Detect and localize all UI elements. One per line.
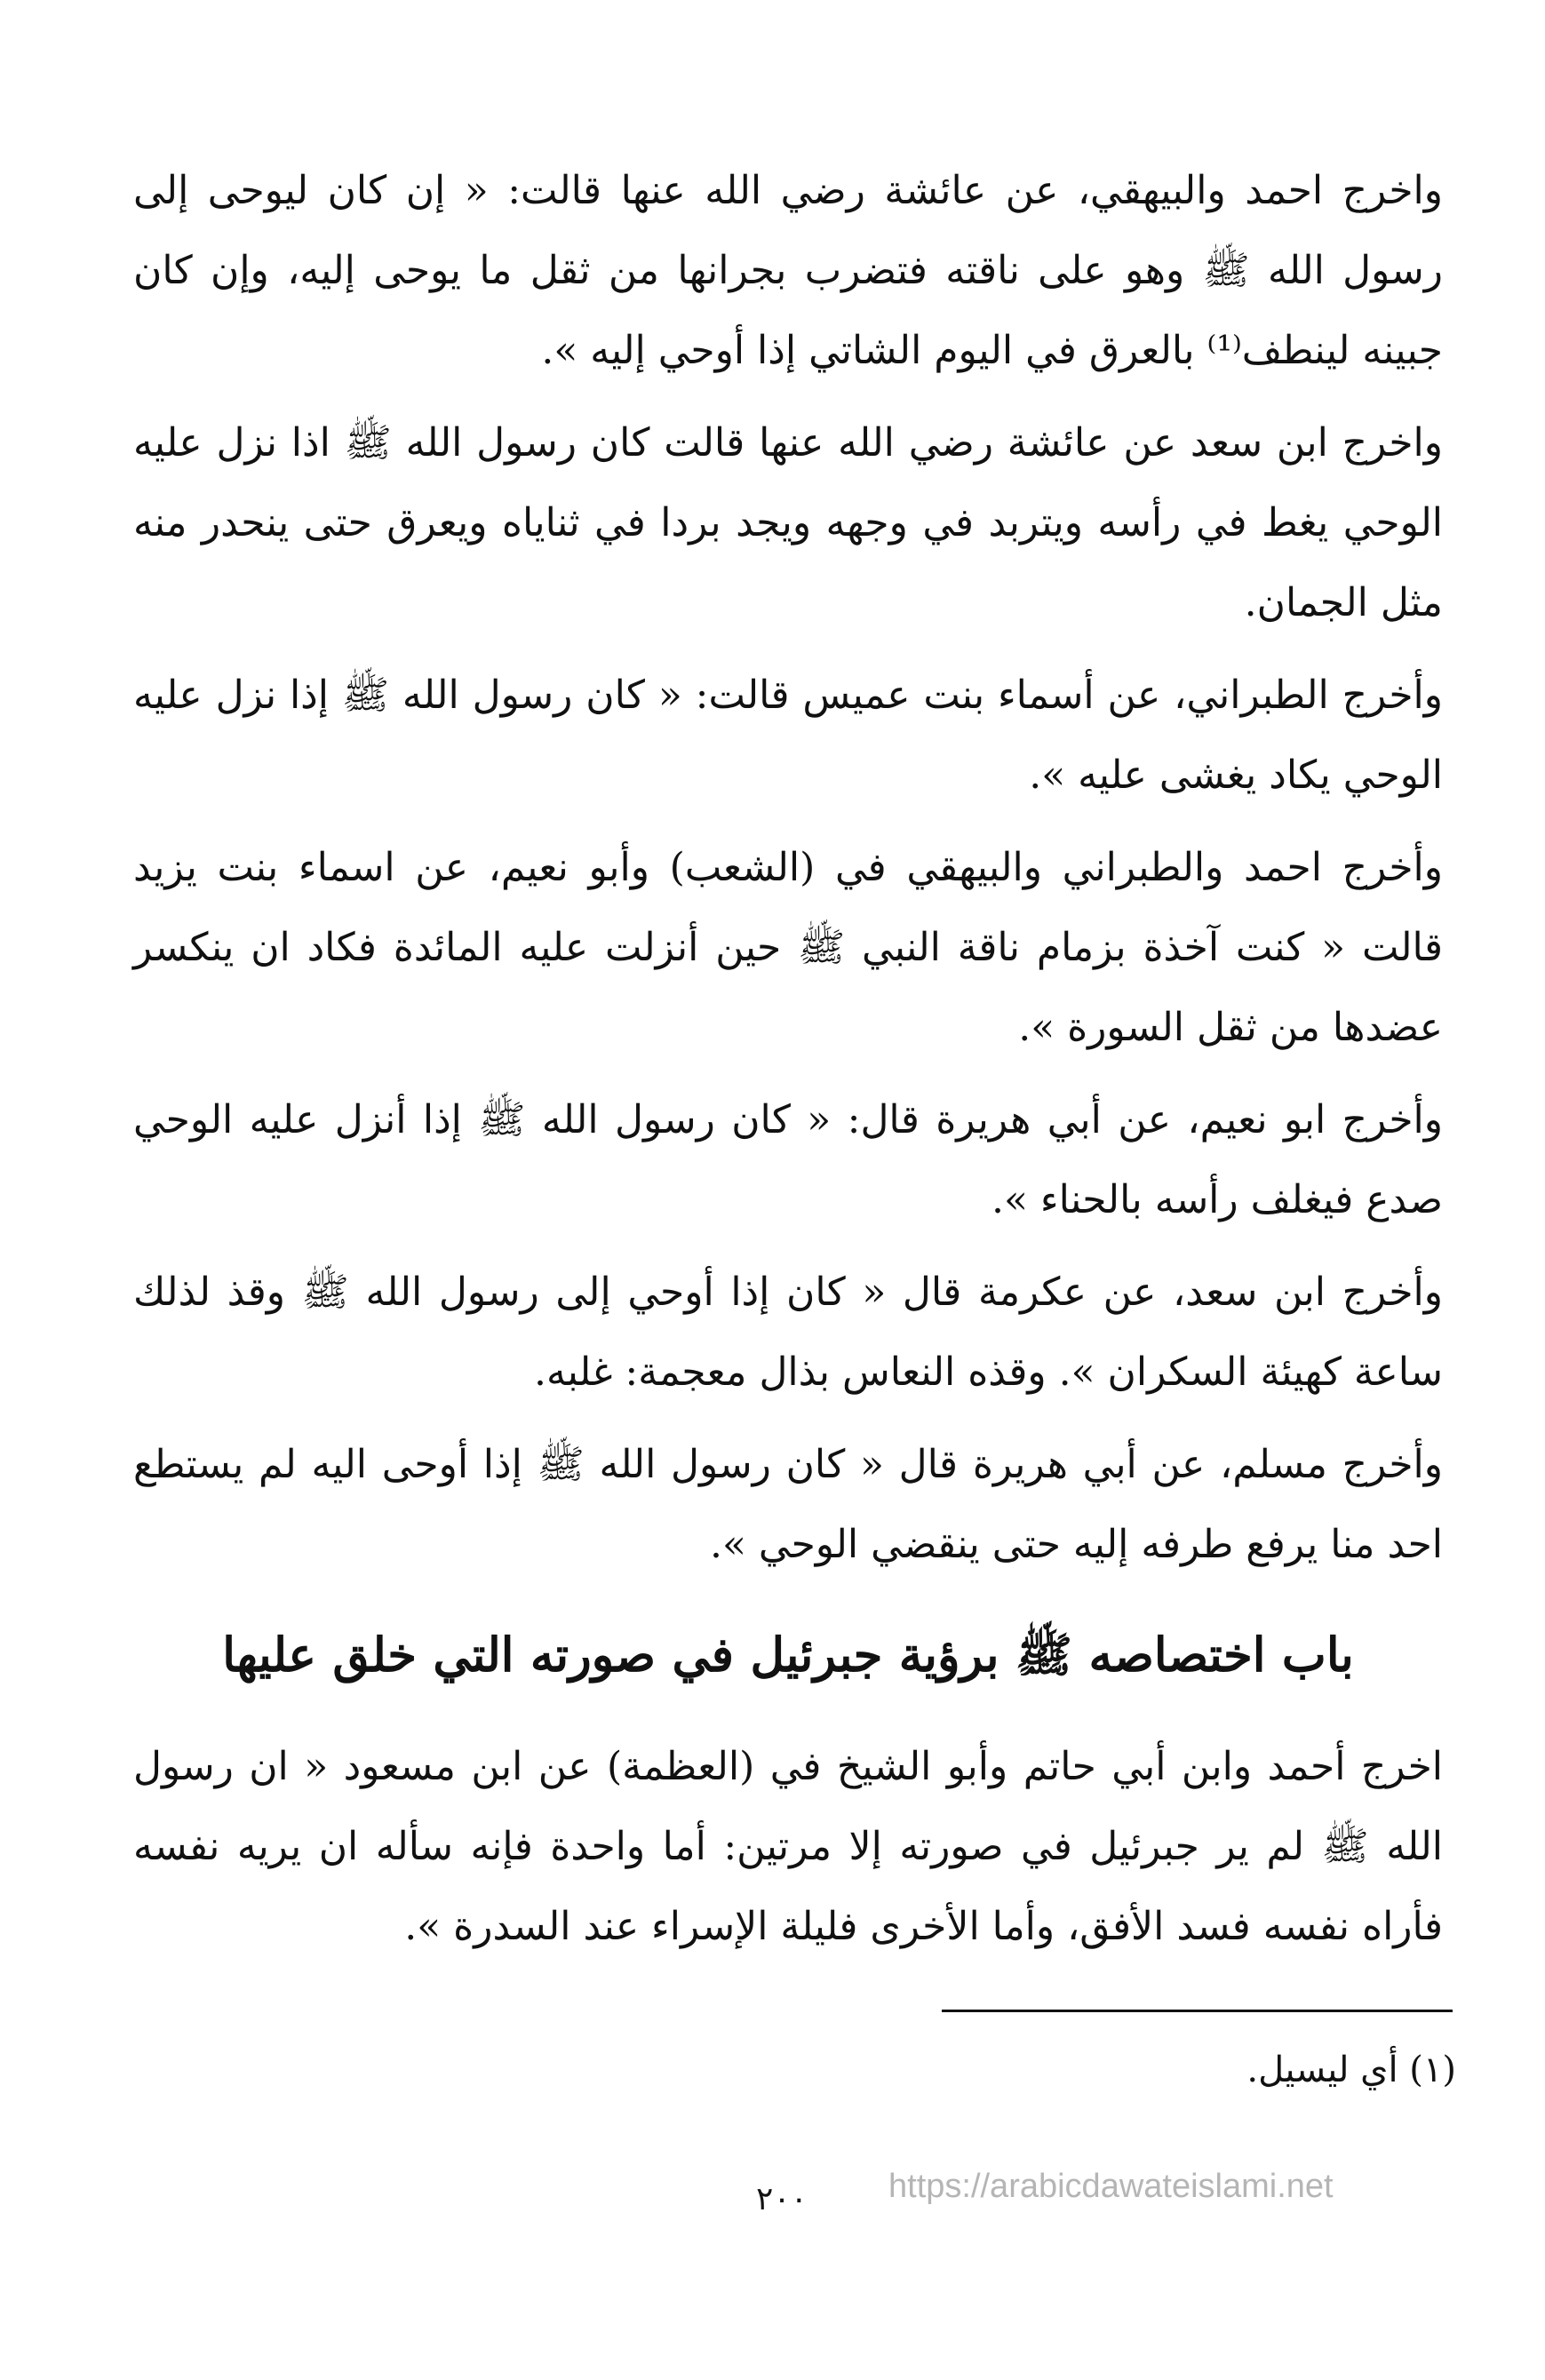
paragraph-4: وأخرج احمد والطبراني والبيهقي في (الشعب) وأبو نعيم، عن اسماء بنت يزيد قالت « كنت آخذة بزمام ناقة النبي ﷺ حين أنزلت عليه المائدة فكاد ان ينكسر عضدها من ثقل السورة ».	[133, 845, 1443, 1050]
section-heading: باب اختصاصه ﷺ برؤية جبرئيل في صورته التي خلق عليها	[222, 1628, 1354, 1683]
paragraph-5: وأخرج ابو نعيم، عن أبي هريرة قال: « كان رسول الله ﷺ إذا أنزل عليه الوحي صدع فيغلف رأسه بالحناء ».	[133, 1097, 1443, 1222]
paragraph-7: وأخرج مسلم، عن أبي هريرة قال « كان رسول الله ﷺ إذا أوحى اليه لم يستطع احد منا يرفع طرفه إليه حتى ينقضي الوحي ».	[133, 1442, 1443, 1567]
paragraph-6: وأخرج ابن سعد، عن عكرمة قال « كان إذا أوحي إلى رسول الله ﷺ وقذ لذلك ساعة كهيئة السكران ». وقذه النعاس بذال معجمة: غلبه.	[133, 1270, 1444, 1395]
main-text	[133, 151, 1443, 1979]
paragraph-1: واخرج احمد والبيهقي، عن عائشة رضي الله عنها قالت: « إن كان ليوحى إلى رسول الله ﷺ وهو على ناقته فتضرب بجرانها من ثقل ما يوحى إليه، وإن كان جبينه لينطف⁽¹⁾ بالعرق في اليوم الشاتي إذا أوحي إليه ».	[133, 168, 1443, 373]
paragraph-3: وأخرج الطبراني، عن أسماء بنت عميس قالت: « كان رسول الله ﷺ إذا نزل عليه الوحي يكاد يغشى عليه ».	[133, 673, 1443, 798]
footnote-separator	[942, 2010, 1453, 2012]
section-paragraph: اخرج أحمد وابن أبي حاتم وأبو الشيخ في (العظمة) عن ابن مسعود « ان رسول الله ﷺ لم ير جبرئيل في صورته إلا مرتين: أما واحدة فإنه سأله ان يريه نفسه فأراه نفسه فسد الأفق، وأما الأخرى فليلة الإسراء عند السدرة ».	[133, 1744, 1443, 1949]
page-number: ٢٠٠	[755, 2181, 808, 2217]
paragraph-2: واخرج ابن سعد عن عائشة رضي الله عنها قالت كان رسول الله ﷺ اذا نزل عليه الوحي يغط في رأسه ويتربد في وجهه ويجد بردا في ثناياه ويعرق حتى ينحدر منه مثل الجمان.	[133, 420, 1443, 625]
footnote: (١) أي ليسيل.	[1246, 2050, 1456, 2090]
watermark-url: https://arabicdawateislami.net	[888, 2168, 1334, 2205]
